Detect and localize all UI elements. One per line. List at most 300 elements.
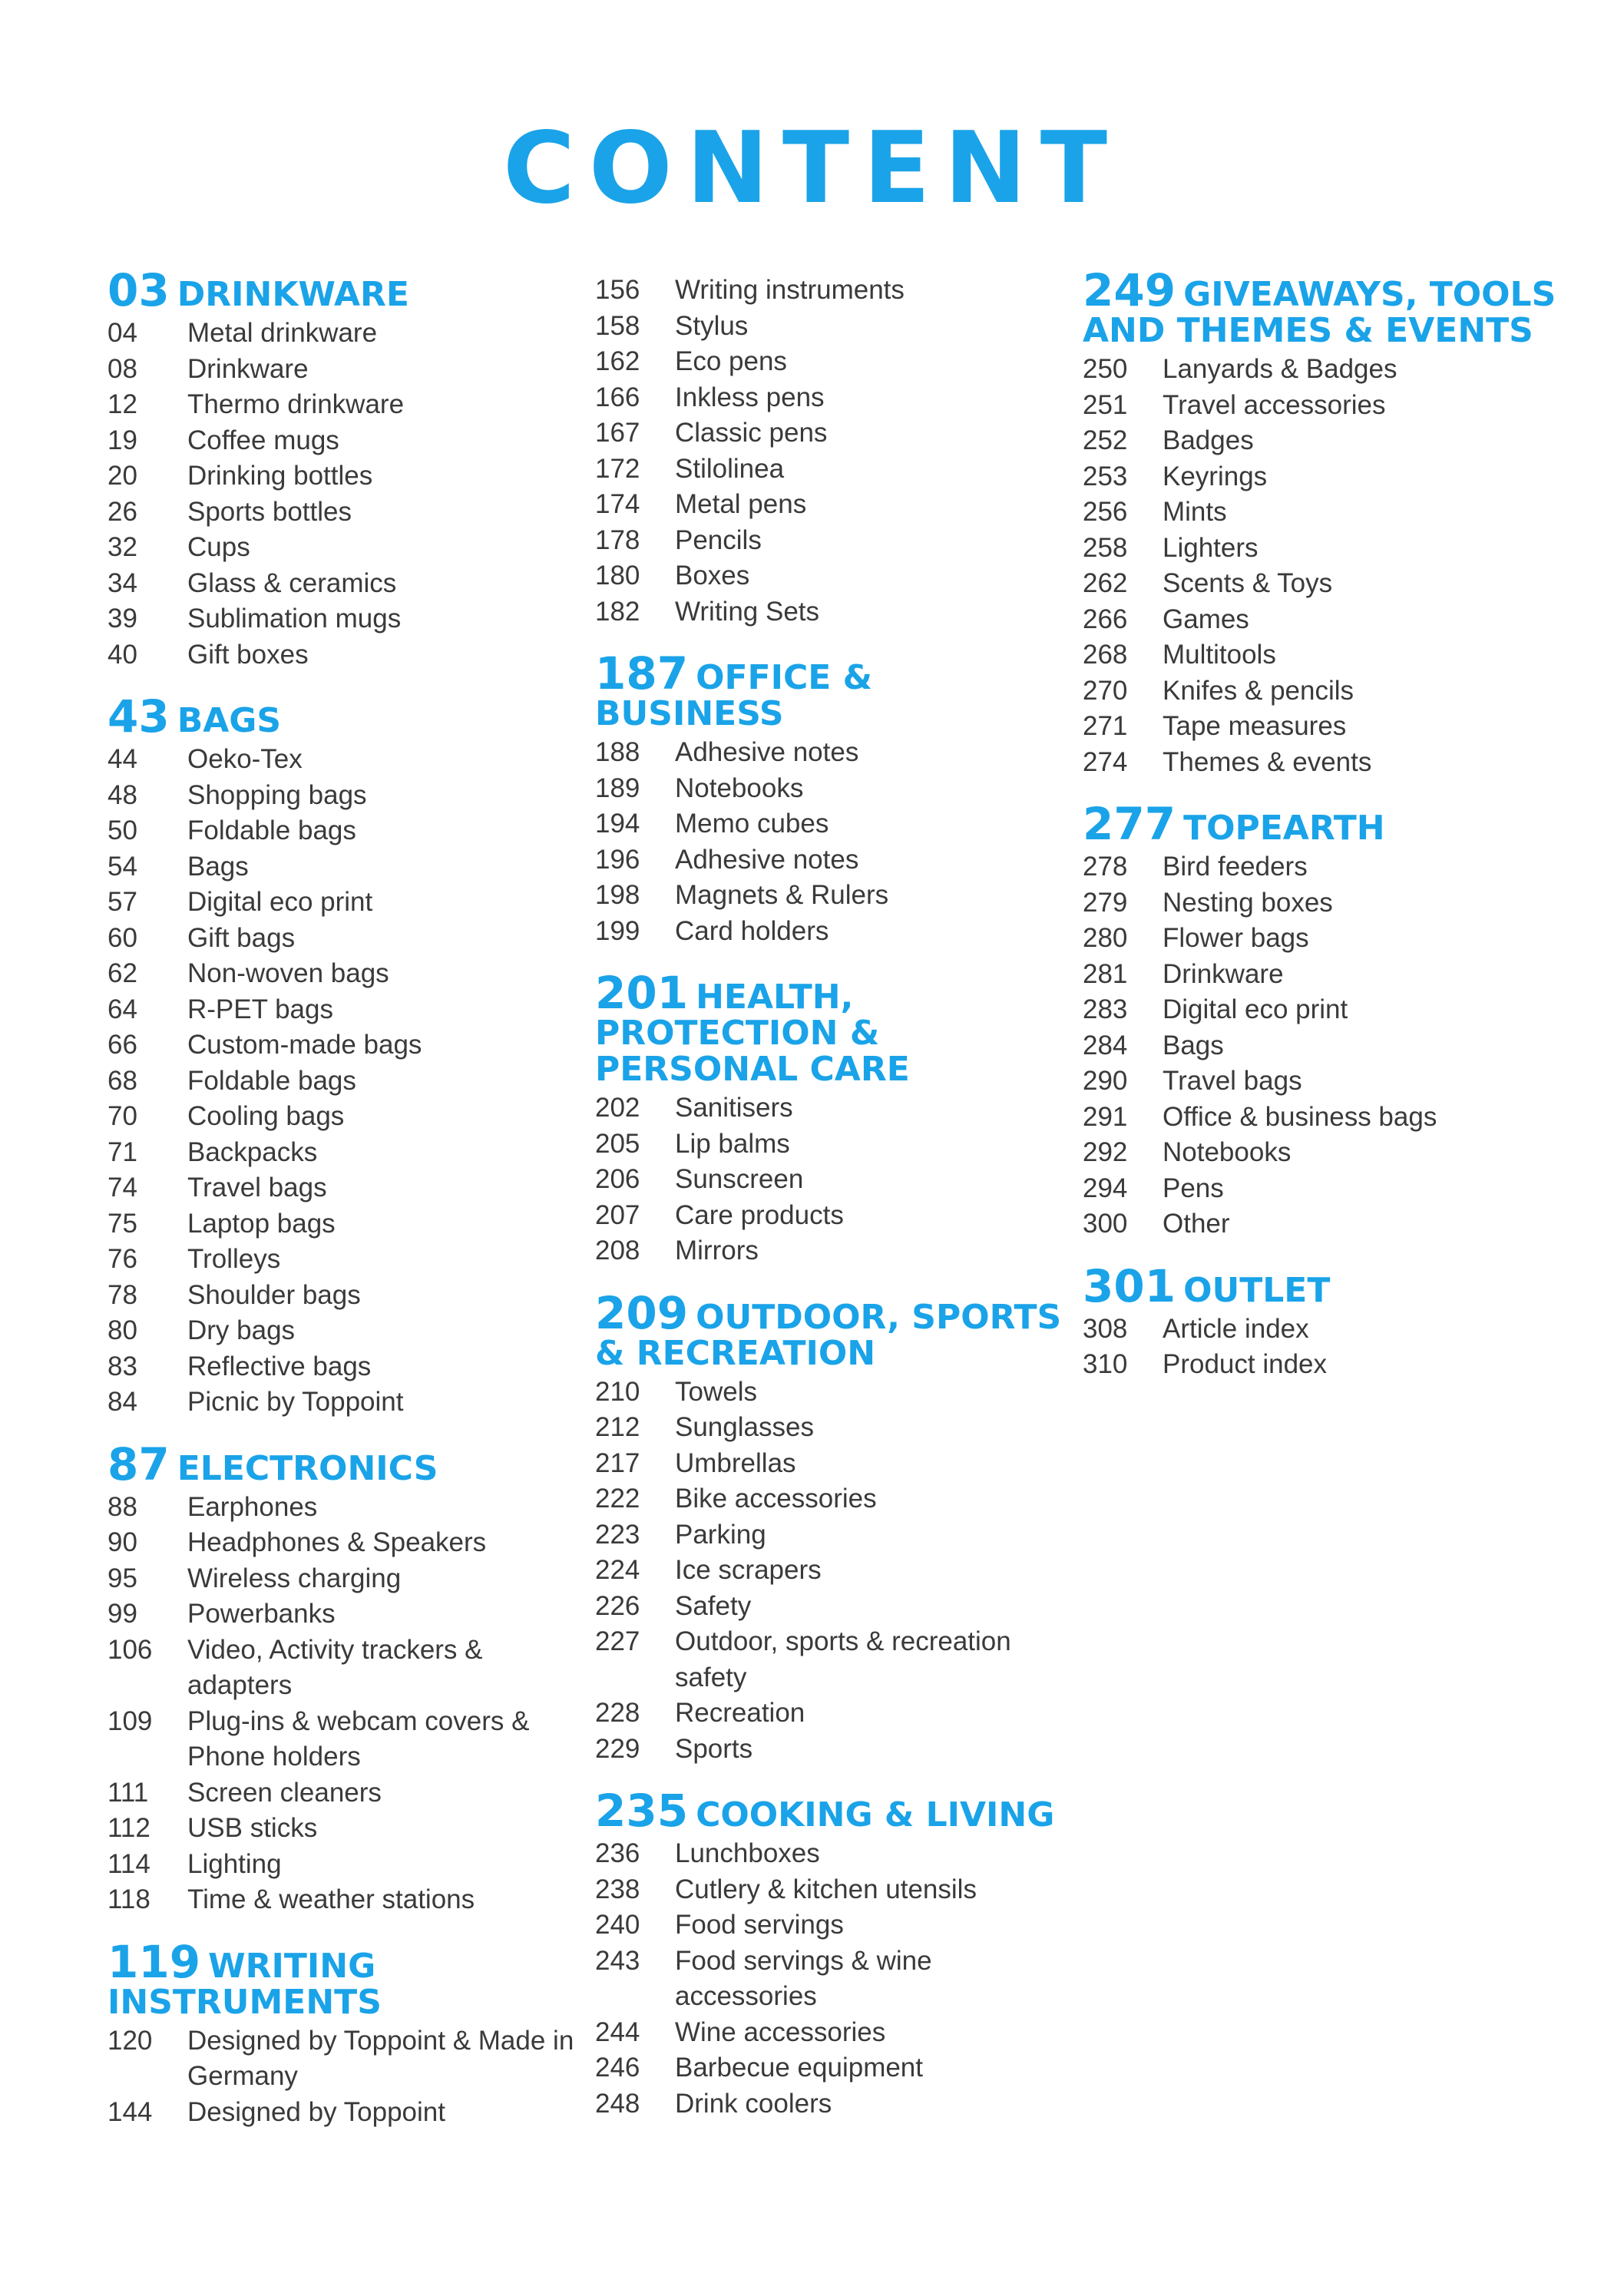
section-page-number: 201 — [595, 967, 689, 1019]
toc-entry — [107, 495, 584, 531]
toc-entry — [107, 778, 584, 814]
toc-entry — [107, 1847, 584, 1883]
toc-entry — [107, 387, 584, 423]
entry-title: Trolleys — [187, 1244, 281, 1274]
entry-title: Digital eco print — [1163, 994, 1348, 1024]
toc-entry — [595, 842, 1071, 878]
entry-page-number: 274 — [1083, 746, 1128, 777]
entry-title: Boxes — [675, 561, 750, 591]
toc-entry — [107, 813, 584, 849]
entry-title: Themes & events — [1163, 746, 1372, 777]
toc-entry — [595, 344, 1071, 380]
entry-page-number: 223 — [595, 1519, 640, 1550]
toc-entry — [1083, 849, 1559, 885]
entry-title: Writing Sets — [675, 596, 820, 627]
entry-title: Memo cubes — [675, 809, 829, 839]
toc-entry — [1083, 531, 1559, 567]
entry-title: Shopping bags — [187, 779, 367, 810]
toc-entry — [107, 956, 584, 992]
toc-entry — [107, 1349, 584, 1385]
entry-page-number: 229 — [595, 1733, 640, 1764]
entry-page-number: 166 — [595, 382, 640, 412]
section-heading — [107, 1935, 584, 2022]
toc-entry — [107, 1278, 584, 1314]
entry-title: Foldable bags — [187, 1065, 356, 1096]
toc-entry — [595, 806, 1071, 842]
entry-title: Sanitisers — [675, 1093, 793, 1123]
entry-title: Designed by Toppoint — [187, 2096, 445, 2127]
entry-page-number: 280 — [1083, 923, 1128, 953]
section-title: GIVEAWAYS, TOOLS AND THEMES & EVENTS — [1083, 275, 1556, 350]
entry-page-number: 281 — [1083, 958, 1128, 989]
entry-title: Article index — [1163, 1313, 1309, 1344]
section-heading — [595, 647, 1071, 733]
entry-title: Adhesive notes — [675, 737, 859, 767]
toc-entry — [107, 566, 584, 602]
entry-page-number: 291 — [1083, 1101, 1128, 1132]
toc-section — [595, 1286, 1071, 1768]
entry-page-number: 278 — [1083, 852, 1128, 882]
entry-title: Notebooks — [675, 773, 804, 803]
entry-page-number: 258 — [1083, 532, 1128, 563]
section-title: TOPEARTH — [1183, 809, 1385, 848]
entry-page-number: 189 — [595, 773, 640, 803]
toc-entry — [1083, 566, 1559, 602]
toc-column-3 — [1083, 264, 1559, 1409]
entry-page-number: 198 — [595, 880, 640, 910]
entry-page-number: 222 — [595, 1484, 640, 1514]
entry-page-number: 270 — [1083, 675, 1128, 706]
toc-entry — [1083, 1206, 1559, 1242]
entry-page-number: 118 — [107, 1884, 150, 1914]
toc-entry — [595, 1198, 1071, 1234]
entry-title: Pencils — [675, 524, 762, 555]
toc-entry — [595, 1090, 1071, 1126]
entry-page-number: 202 — [595, 1093, 640, 1123]
section-heading — [107, 264, 584, 316]
section-heading — [595, 967, 1071, 1089]
entry-title: Card holders — [675, 915, 829, 946]
toc-entry — [107, 1882, 584, 1918]
toc-entry — [107, 992, 584, 1028]
entry-page-number: 205 — [595, 1128, 640, 1159]
entry-title: Parking — [675, 1519, 766, 1550]
toc-entry — [1083, 423, 1559, 459]
page-title: CONTENT — [502, 111, 1122, 226]
entry-page-number: 180 — [595, 561, 640, 591]
entry-title: Lip balms — [675, 1128, 790, 1159]
entry-page-number: 310 — [1083, 1349, 1128, 1379]
entry-page-number: 19 — [107, 425, 137, 455]
entry-title: Badges — [1163, 425, 1254, 455]
toc-entry — [595, 1481, 1071, 1517]
entry-title: Nesting boxes — [1163, 887, 1333, 918]
entry-page-number: 08 — [107, 353, 137, 384]
toc-entry — [1083, 602, 1559, 638]
entry-title: Metal pens — [675, 489, 807, 519]
entry-page-number: 243 — [595, 1945, 640, 1976]
toc-section — [595, 967, 1071, 1269]
toc-entry — [595, 1553, 1071, 1589]
entry-page-number: 279 — [1083, 887, 1128, 918]
section-page-number: 235 — [595, 1785, 689, 1837]
toc-entry — [595, 914, 1071, 950]
section-page-number: 187 — [595, 647, 689, 700]
entry-page-number: 212 — [595, 1412, 640, 1442]
entry-page-number: 206 — [595, 1164, 640, 1194]
toc-entry — [1083, 1100, 1559, 1136]
section-heading — [1083, 798, 1559, 850]
entry-title: Stylus — [675, 310, 749, 341]
entry-page-number: 39 — [107, 604, 137, 634]
entry-title: Tape measures — [1163, 711, 1347, 741]
toc-entry — [107, 1206, 584, 1242]
section-title: HEALTH, PROTECTION & PERSONAL CARE — [595, 978, 910, 1089]
entry-title: Notebooks — [1163, 1137, 1292, 1167]
toc-section — [107, 1935, 584, 2131]
toc-entry — [107, 1385, 584, 1421]
entry-page-number: 68 — [107, 1065, 137, 1096]
toc-entry — [1083, 1064, 1559, 1100]
toc-entry — [107, 1704, 584, 1775]
toc-entry — [595, 1233, 1071, 1269]
entry-title: Knifes & pencils — [1163, 675, 1354, 706]
toc-entry — [107, 601, 584, 637]
entry-page-number: 290 — [1083, 1066, 1128, 1096]
entry-title: Drinking bottles — [187, 461, 373, 491]
toc-entry — [595, 2015, 1071, 2051]
toc-section — [107, 690, 584, 1421]
toc-entry — [595, 1732, 1071, 1768]
toc-entry — [1083, 745, 1559, 781]
entry-title: Dry bags — [187, 1315, 296, 1345]
toc-entry — [107, 885, 584, 921]
entry-title: Sunglasses — [675, 1412, 814, 1442]
entry-page-number: 236 — [595, 1838, 640, 1868]
toc-entry — [1083, 388, 1559, 424]
toc-column-1 — [107, 264, 584, 2156]
toc-entry — [107, 316, 584, 352]
entry-title: Travel bags — [187, 1173, 327, 1203]
entry-page-number: 120 — [107, 2025, 153, 2056]
entry-page-number: 90 — [107, 1527, 137, 1557]
toc-entry — [595, 452, 1071, 488]
toc-entry — [595, 1446, 1071, 1482]
entry-title: Coffee mugs — [187, 425, 339, 455]
entry-page-number: 111 — [107, 1777, 149, 1808]
toc-section — [1083, 1259, 1559, 1383]
toc-entry — [595, 380, 1071, 416]
entry-title: Laptop bags — [187, 1208, 336, 1239]
toc-section — [107, 264, 584, 673]
toc-entry — [107, 1242, 584, 1278]
section-page-number: 43 — [107, 690, 170, 743]
toc-entry — [595, 2050, 1071, 2086]
entry-page-number: 294 — [1083, 1173, 1128, 1203]
entry-page-number: 80 — [107, 1315, 137, 1345]
section-title: BAGS — [177, 701, 282, 740]
entry-title: Drink coolers — [675, 2088, 832, 2119]
toc-entry — [107, 1633, 584, 1704]
entry-page-number: 64 — [107, 994, 137, 1024]
entry-page-number: 48 — [107, 779, 137, 810]
entry-title: Food servings — [675, 1910, 844, 1940]
toc-entry — [595, 1944, 1071, 2015]
entry-page-number: 144 — [107, 2096, 153, 2127]
toc-entry — [107, 1490, 584, 1526]
section-title: DRINKWARE — [177, 275, 409, 314]
entry-page-number: 32 — [107, 532, 137, 562]
entry-page-number: 71 — [107, 1136, 137, 1167]
toc-entry — [107, 1027, 584, 1064]
toc-section — [107, 1437, 584, 1918]
toc-entry — [1083, 1347, 1559, 1383]
entry-page-number: 251 — [1083, 389, 1128, 420]
entry-title: Ice scrapers — [675, 1555, 822, 1585]
toc-entry — [595, 1836, 1071, 1872]
section-title: OUTLET — [1183, 1270, 1331, 1310]
toc-entry — [1083, 709, 1559, 745]
entry-page-number: 250 — [1083, 354, 1128, 384]
entry-title: Travel accessories — [1163, 389, 1386, 420]
entry-page-number: 252 — [1083, 425, 1128, 455]
section-title: ELECTRONICS — [177, 1448, 438, 1488]
toc-entry — [107, 1135, 584, 1171]
entry-title: Office & business bags — [1163, 1101, 1437, 1132]
entry-title: Digital eco print — [187, 887, 373, 917]
entry-title: Designed by Toppoint & Made in Germany — [187, 2025, 574, 2091]
entry-page-number: 208 — [595, 1236, 640, 1265]
toc-entry — [595, 2086, 1071, 2122]
entry-page-number: 34 — [107, 567, 137, 598]
toc-entry — [1083, 352, 1559, 388]
entry-page-number: 99 — [107, 1599, 137, 1629]
entry-title: Earphones — [187, 1491, 318, 1522]
entry-page-number: 292 — [1083, 1137, 1128, 1167]
toc-entry — [595, 1375, 1071, 1411]
entry-page-number: 106 — [107, 1634, 153, 1665]
entry-title: Classic pens — [675, 418, 828, 448]
toc-entry — [107, 849, 584, 885]
entry-page-number: 182 — [595, 596, 640, 627]
entry-title: Magnets & Rulers — [675, 880, 889, 910]
toc-entry — [595, 1126, 1071, 1163]
toc-entry — [595, 1624, 1071, 1696]
toc-entry — [1083, 1135, 1559, 1171]
toc-entry — [107, 423, 584, 459]
entry-page-number: 256 — [1083, 497, 1128, 527]
toc-section — [595, 1785, 1071, 2122]
entry-title: Sunscreen — [675, 1164, 804, 1194]
entry-title: Drinkware — [187, 353, 309, 384]
entry-title: Gift bags — [187, 922, 296, 953]
section-heading — [1083, 1259, 1559, 1312]
toc-entry — [595, 558, 1071, 594]
entry-title: Screen cleaners — [187, 1777, 382, 1808]
entry-title: Product index — [1163, 1349, 1328, 1379]
entry-page-number: 114 — [107, 1848, 150, 1879]
entry-title: Time & weather stations — [187, 1884, 475, 1914]
entry-title: Games — [1163, 604, 1249, 634]
toc-entry — [107, 1811, 584, 1847]
toc-entry — [107, 1099, 584, 1135]
section-title: OFFICE & BUSINESS — [595, 658, 873, 733]
entry-title: Writing instruments — [675, 275, 905, 305]
toc-entry — [1083, 921, 1559, 957]
toc-entry — [595, 1162, 1071, 1198]
entry-title: Reflective bags — [187, 1351, 372, 1381]
toc-entry — [595, 735, 1071, 771]
entry-page-number: 54 — [107, 851, 137, 882]
entry-title: Mirrors — [675, 1236, 759, 1265]
entry-page-number: 210 — [595, 1376, 640, 1407]
entry-page-number: 75 — [107, 1208, 137, 1239]
entry-title: Safety — [675, 1590, 752, 1621]
entry-title: Adhesive notes — [675, 844, 859, 875]
entry-title: Headphones & Speakers — [187, 1527, 487, 1557]
entry-title: Multitools — [1163, 640, 1276, 670]
entry-page-number: 44 — [107, 744, 137, 774]
entry-page-number: 60 — [107, 922, 137, 953]
entry-page-number: 57 — [107, 887, 137, 917]
section-heading — [107, 690, 584, 743]
entry-title: Recreation — [675, 1698, 805, 1728]
entry-page-number: 300 — [1083, 1209, 1128, 1239]
toc-entry — [595, 487, 1071, 523]
toc-section — [595, 273, 1071, 630]
entry-title: Cooling bags — [187, 1101, 345, 1131]
entry-title: Bike accessories — [675, 1484, 877, 1514]
toc-section — [1083, 264, 1559, 780]
entry-page-number: 172 — [595, 453, 640, 484]
entry-title: Stilolinea — [675, 453, 785, 484]
toc-entry — [107, 1313, 584, 1349]
section-title: WRITING INSTRUMENTS — [107, 1946, 382, 2022]
entry-page-number: 78 — [107, 1279, 137, 1310]
toc-entry — [107, 637, 584, 673]
entry-title: Glass & ceramics — [187, 567, 397, 598]
toc-entry — [107, 2023, 584, 2095]
toc-entry — [107, 1064, 584, 1100]
entry-page-number: 156 — [595, 275, 640, 305]
entry-page-number: 227 — [595, 1626, 640, 1656]
entry-page-number: 268 — [1083, 640, 1128, 670]
toc-entry — [1083, 637, 1559, 673]
entry-page-number: 283 — [1083, 994, 1128, 1024]
entry-page-number: 238 — [595, 1874, 640, 1904]
section-page-number: 277 — [1083, 798, 1176, 850]
entry-page-number: 62 — [107, 958, 137, 988]
toc-section — [1083, 798, 1559, 1242]
entry-page-number: 40 — [107, 639, 137, 670]
entry-page-number: 162 — [595, 346, 640, 376]
toc-entry — [595, 771, 1071, 807]
entry-title: Care products — [675, 1199, 844, 1230]
toc-entry — [595, 415, 1071, 452]
entry-title: Video, Activity trackers & adapters — [187, 1634, 483, 1700]
entry-title: Sports — [675, 1733, 753, 1764]
toc-entry — [107, 742, 584, 778]
section-heading — [107, 1437, 584, 1490]
entry-title: Picnic by Toppoint — [187, 1387, 404, 1417]
entry-title: Lighters — [1163, 532, 1259, 563]
section-page-number: 119 — [107, 1935, 201, 1988]
toc-entry — [1083, 1028, 1559, 1064]
entry-title: Flower bags — [1163, 923, 1309, 953]
toc-entry — [107, 1525, 584, 1561]
entry-title: Plug-ins & webcam covers & Phone holders — [187, 1705, 530, 1772]
entry-page-number: 199 — [595, 915, 640, 946]
entry-title: Bird feeders — [1163, 852, 1308, 882]
entry-title: Foldable bags — [187, 816, 356, 845]
toc-entry — [595, 878, 1071, 914]
entry-title: Pens — [1163, 1173, 1224, 1203]
entry-page-number: 207 — [595, 1199, 640, 1230]
entry-title: Backpacks — [187, 1136, 318, 1167]
entry-title: Wireless charging — [187, 1563, 402, 1593]
toc-entry — [595, 1872, 1071, 1908]
toc-entry — [1083, 957, 1559, 993]
entry-title: Non-woven bags — [187, 958, 389, 988]
entry-title: Oeko-Tex — [187, 744, 303, 774]
toc-entry — [107, 921, 584, 957]
entry-page-number: 271 — [1083, 711, 1128, 741]
entry-title: Outdoor, sports & recreation safety — [675, 1626, 1011, 1692]
entry-page-number: 112 — [107, 1813, 150, 1843]
toc-entry — [107, 530, 584, 566]
toc-entry — [107, 2095, 584, 2131]
toc-entry — [107, 1170, 584, 1206]
entry-page-number: 83 — [107, 1351, 137, 1381]
section-page-number: 87 — [107, 1437, 170, 1490]
entry-title: Shoulder bags — [187, 1279, 361, 1310]
entry-page-number: 95 — [107, 1563, 137, 1593]
toc-entry — [595, 273, 1071, 309]
section-page-number: 03 — [107, 264, 170, 316]
entry-page-number: 109 — [107, 1705, 153, 1736]
entry-page-number: 244 — [595, 2016, 640, 2047]
section-heading — [595, 1286, 1071, 1373]
section-heading — [595, 1785, 1071, 1837]
entry-title: Thermo drinkware — [187, 389, 405, 419]
entry-title: Bags — [187, 851, 249, 882]
entry-page-number: 196 — [595, 844, 640, 875]
entry-page-number: 26 — [107, 496, 137, 527]
entry-page-number: 76 — [107, 1244, 137, 1274]
entry-title: Scents & Toys — [1163, 568, 1333, 598]
entry-title: Umbrellas — [675, 1447, 796, 1478]
entry-title: Sports bottles — [187, 496, 352, 527]
entry-page-number: 50 — [107, 816, 137, 845]
entry-page-number: 246 — [595, 2053, 640, 2083]
entry-page-number: 217 — [595, 1447, 640, 1478]
entry-title: Food servings & wine accessories — [675, 1945, 932, 2011]
entry-title: Gift boxes — [187, 639, 309, 670]
entry-page-number: 70 — [107, 1101, 137, 1131]
entry-title: Towels — [675, 1376, 757, 1407]
toc-entry — [595, 309, 1071, 345]
entry-page-number: 226 — [595, 1590, 640, 1621]
section-title: COOKING & LIVING — [696, 1795, 1055, 1834]
entry-page-number: 174 — [595, 489, 640, 519]
toc-entry — [595, 594, 1071, 630]
toc-entry — [595, 1589, 1071, 1625]
entry-page-number: 240 — [595, 1910, 640, 1940]
toc-entry — [107, 1596, 584, 1633]
entry-title: Bags — [1163, 1030, 1224, 1060]
toc-entry — [595, 1696, 1071, 1732]
section-page-number: 301 — [1083, 1259, 1176, 1312]
